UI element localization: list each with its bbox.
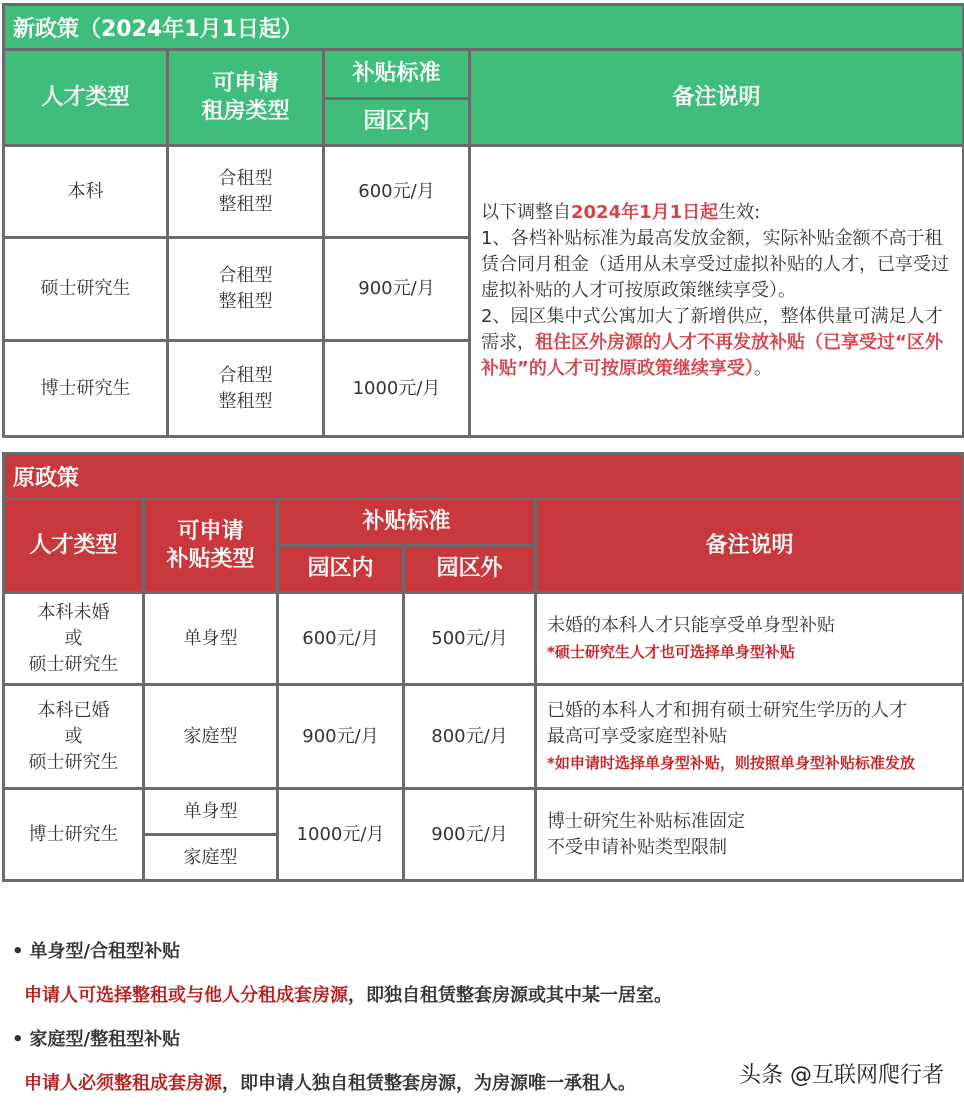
table-row [4,789,964,835]
header-outside: 园区外 [404,546,536,593]
remarks-point-2: 2、园区集中式公寓加大了新增供应，整体供量可满足人才需求，租住区外房源的人才不再发放补贴（已享受过“区外补贴”的人才可按原政策继续享受）。 [481,306,943,379]
type-cell [168,238,324,341]
talent-cell [4,685,144,789]
type-cell: 单身型 [144,789,278,835]
remarks-cell [536,685,964,789]
talent-line: 或 [64,725,83,747]
talent-cell: 本科 [4,146,168,238]
outside-cell: 800元/月 [404,685,536,789]
talent-line: 本科未婚 [37,601,110,623]
remark-line: 不受申请补贴类型限制 [547,836,727,858]
type-cell: 家庭型 [144,685,278,789]
talent-cell: 硕士研究生 [4,238,168,341]
remark-line: 已婚的本科人才和拥有硕士研究生学历的人才 [547,699,907,721]
outside-cell: 900元/月 [404,789,536,881]
header-standard: 补贴标准 [324,50,470,99]
header-rent-type [168,50,324,146]
header-rent-type-line1: 可申请 [212,70,279,96]
type-cell: 单身型 [144,593,278,685]
remark-note: *如申请时选择单身型补贴，则按照单身型补贴标准发放 [547,753,915,772]
remark-note: *硕士研究生人才也可选择单身型补贴 [547,642,795,661]
type-line: 整租型 [218,193,273,215]
remarks-cell [536,593,964,685]
talent-line: 或 [64,627,83,649]
header-inside: 园区内 [278,546,404,593]
old-policy-title: 原政策 [4,454,964,499]
type-cell [168,146,324,238]
type-line: 整租型 [218,291,273,312]
remark-line: 未婚的本科人才只能享受单身型补贴 [547,614,835,636]
inside-cell: 600元/月 [324,146,470,238]
remarks-point-1: 1、各档补贴标准为最高发放金额，实际补贴金额不高于租赁合同月租金（适用从未享受过虚拟补贴的人才，已享受过虚拟补贴的人才可按原政策继续享受）。 [481,228,949,301]
new-policy-title: 新政策（2024年1月1日起） [4,5,964,50]
watermark: 头条 @互联网爬行者 [739,1063,944,1088]
new-policy-table [2,3,964,438]
table-row [4,146,964,238]
header-subsidy-type-line2: 补贴类型 [166,546,255,572]
header-subsidy-type [144,499,278,593]
definition-title: • 家庭型/整租型补贴 [12,1029,181,1050]
inside-cell: 1000元/月 [324,341,470,437]
inside-cell: 1000元/月 [278,789,404,881]
header-talent-type: 人才类型 [4,50,168,146]
remarks-cell [470,146,964,437]
definition-desc: 申请人可选择整租或与他人分租成套房源，即独自租赁整套房源或其中某一居室。 [24,985,672,1006]
remark-line: 最高可享受家庭型补贴 [547,725,727,747]
header-rent-type-line2: 租房类型 [201,98,290,124]
type-cell [168,341,324,437]
type-cell: 家庭型 [144,835,278,881]
outside-cell: 500元/月 [404,593,536,685]
old-policy-table [2,452,964,882]
remark-line: 博士研究生补贴标准固定 [547,810,745,832]
table-row [4,685,964,789]
header-subsidy-type-line1: 可申请 [177,518,244,544]
inside-cell: 900元/月 [324,238,470,341]
header-remarks: 备注说明 [470,50,964,146]
type-line: 合租型 [218,167,273,189]
header-standard: 补贴标准 [278,499,536,546]
header-talent-type: 人才类型 [4,499,144,593]
inside-cell: 600元/月 [278,593,404,685]
talent-line: 硕士研究生 [28,653,119,675]
talent-line: 硕士研究生 [28,751,119,773]
header-remarks: 备注说明 [536,499,964,593]
type-line: 合租型 [218,364,273,386]
talent-cell: 博士研究生 [4,341,168,437]
table-row [4,593,964,685]
definition-desc: 申请人必须整租成套房源，即申请人独自租赁整套房源，为房源唯一承租人。 [24,1073,636,1094]
type-line: 合租型 [218,265,273,286]
definition-title: • 单身型/合租型补贴 [12,941,181,962]
inside-cell: 900元/月 [278,685,404,789]
remarks-intro: 以下调整自2024年1月1日起生效: [481,202,761,223]
talent-cell: 博士研究生 [4,789,144,881]
header-inside: 园区内 [324,99,470,146]
remarks-cell [536,789,964,881]
talent-line: 本科已婚 [37,699,110,721]
type-line: 整租型 [218,390,273,412]
talent-cell [4,593,144,685]
